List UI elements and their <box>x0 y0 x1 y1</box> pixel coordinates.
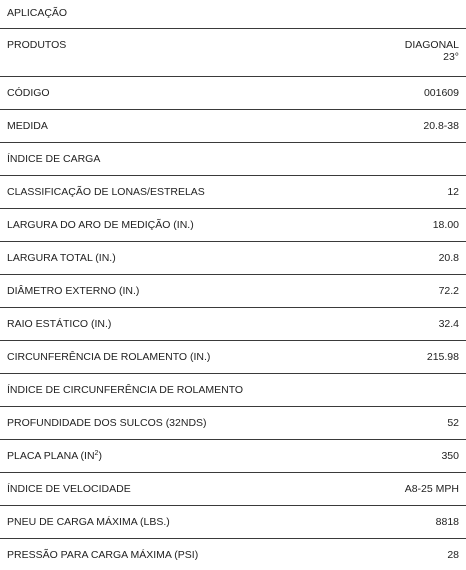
spec-label: PNEU DE CARGA MÁXIMA (LBS.) <box>7 516 170 528</box>
spec-label: DIÂMETRO EXTERNO (IN.) <box>7 285 140 297</box>
spec-label: PRODUTOS <box>7 39 67 51</box>
application-header <box>0 0 466 28</box>
spec-label-suffix: ) <box>98 450 102 462</box>
spec-value: A8-25 MPH <box>404 483 459 495</box>
spec-value: 350 <box>441 450 459 462</box>
spec-row-size <box>0 109 466 142</box>
spec-value: 52 <box>447 417 459 429</box>
spec-value: 28 <box>447 549 459 561</box>
spec-label: PRESSÃO PARA CARGA MÁXIMA (PSI) <box>7 549 199 561</box>
spec-row-static-radius <box>0 307 466 340</box>
spec-row-flat-plate <box>0 439 466 472</box>
spec-value: 32.4 <box>438 318 459 330</box>
spec-label: CIRCUNFERÊNCIA DE ROLAMENTO (IN.) <box>7 351 211 363</box>
spec-label: LARGURA TOTAL (IN.) <box>7 252 116 264</box>
application-title: APLICAÇÃO <box>7 7 68 19</box>
spec-row-overall-width <box>0 241 466 274</box>
spec-value: 001609 <box>423 87 459 99</box>
spec-row-ply-rating <box>0 175 466 208</box>
spec-label <box>7 450 102 462</box>
spec-label: ÍNDICE DE CARGA <box>7 153 101 165</box>
spec-label: ÍNDICE DE CIRCUNFERÊNCIA DE ROLAMENTO <box>7 384 244 396</box>
spec-value-line2: 23° <box>443 51 459 63</box>
spec-row-code <box>0 76 466 109</box>
spec-label: MEDIDA <box>7 120 48 132</box>
spec-row-rolling-circumference <box>0 340 466 373</box>
spec-row-tread-depth <box>0 406 466 439</box>
spec-row-load-index <box>0 142 466 175</box>
spec-row-outer-diameter <box>0 274 466 307</box>
spec-row-rim-width <box>0 208 466 241</box>
spec-label: CLASSIFICAÇÃO DE LONAS/ESTRELAS <box>7 186 205 198</box>
spec-value <box>405 39 459 63</box>
spec-label-superscript: 2 <box>94 450 99 457</box>
spec-row-max-load <box>0 505 466 538</box>
spec-value: 8818 <box>435 516 459 528</box>
spec-value: 20.8 <box>438 252 459 264</box>
spec-label: CÓDIGO <box>7 87 50 99</box>
spec-label: ÍNDICE DE VELOCIDADE <box>7 483 131 495</box>
spec-value: 20.8-38 <box>423 120 459 132</box>
spec-label: PROFUNDIDADE DOS SULCOS (32NDS) <box>7 417 207 429</box>
spec-label: RAIO ESTÁTICO (IN.) <box>7 318 112 330</box>
spec-value: 72.2 <box>438 285 459 297</box>
spec-value: 18.00 <box>432 219 459 231</box>
spec-row-products <box>0 28 466 76</box>
spec-label-text: PLACA PLANA (IN <box>7 450 95 462</box>
spec-value: 12 <box>447 186 459 198</box>
spec-row-max-load-pressure <box>0 538 466 570</box>
spec-row-speed-index <box>0 472 466 505</box>
spec-row-rolling-circumference-index <box>0 373 466 406</box>
spec-value: 215.98 <box>426 351 459 363</box>
spec-label: LARGURA DO ARO DE MEDIÇÃO (IN.) <box>7 219 194 231</box>
spec-value-line1: DIAGONAL <box>404 39 459 51</box>
